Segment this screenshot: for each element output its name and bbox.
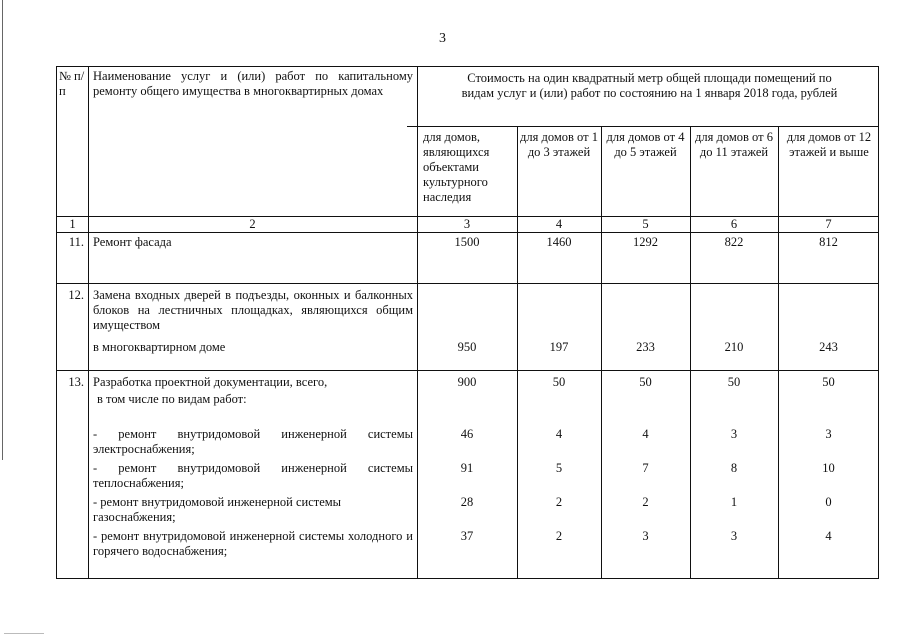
numbering-6: 6 [730, 217, 738, 231]
row-13-val-5: 50 [822, 375, 835, 389]
row-13-num: 13. [68, 375, 84, 389]
row-11-val-5: 812 [819, 235, 838, 249]
row-12-name-line1: Замена входных дверей в подъезды, оконных и балконных блоков на лестничных площадках, являющихся общим имуществом [93, 288, 413, 332]
subitem-heating-val-2: 5 [555, 461, 563, 475]
row-13-name: Разработка проектной документации, всего, [93, 375, 328, 389]
header-col-cost: Стоимость на один квадратный метр общей площади помещений по видам услуг и (или) работ по состоянию на 1 января 2018 года, рублей [461, 71, 838, 100]
numbering-3: 3 [463, 217, 471, 231]
row-12-val-2: 197 [549, 340, 569, 354]
row-13-val-3: 50 [639, 375, 652, 389]
row-11-bottom-line [57, 283, 879, 284]
numbering-2: 2 [249, 217, 256, 231]
numbering-7: 7 [825, 217, 832, 231]
header-divider [407, 126, 879, 127]
subitem-electricity-val-5: 3 [825, 427, 832, 441]
subitem-electricity-val-3: 4 [642, 427, 649, 441]
subitem-heating-val-4: 8 [730, 461, 738, 475]
scan-mark [4, 633, 44, 634]
row-13-name-sub: в том числе по видам работ: [97, 392, 247, 406]
subitem-water-val-2: 2 [555, 529, 563, 543]
subitem-gas-val-3: 2 [642, 495, 649, 509]
subitem-water-val-1: 37 [460, 529, 474, 543]
header-col-num: № п/п [59, 69, 85, 98]
row-11-num: 11. [68, 235, 84, 249]
row-13-val-4: 50 [727, 375, 741, 389]
subitem-electricity-val-1: 46 [460, 427, 474, 441]
numbering-5: 5 [642, 217, 649, 231]
numbering-4: 4 [555, 217, 563, 231]
subitem-heating-val-1: 91 [460, 461, 474, 475]
subitem-heating-val-3: 7 [642, 461, 649, 475]
subitem-electricity-name: - ремонт внутридомовой инженерной системы электроснабжения; [93, 427, 413, 456]
subitem-electricity-val-4: 3 [730, 427, 738, 441]
row-11-val-3: 1292 [633, 235, 658, 249]
subitem-gas-name: - ремонт внутридомовой инженерной системы газоснабжения; [93, 495, 342, 524]
subitem-water-val-4: 3 [730, 529, 738, 543]
row-11-val-1: 1500 [454, 235, 480, 249]
page-number: 3 [439, 31, 446, 46]
subitem-water-val-5: 4 [825, 529, 832, 543]
subitem-gas-val-4: 1 [730, 495, 738, 509]
numbering-bottom-line [57, 232, 879, 233]
subitem-gas-val-5: 0 [825, 495, 832, 509]
subcol-12-plus: для домов от 12 этажей и выше [786, 130, 872, 159]
subitem-electricity-val-2: 4 [555, 427, 563, 441]
col-divider-1 [88, 67, 89, 579]
subitem-gas-val-1: 28 [460, 495, 474, 509]
subitem-water-val-3: 3 [642, 529, 649, 543]
subitem-heating-val-5: 10 [822, 461, 835, 475]
row-12-val-1: 950 [457, 340, 477, 354]
scan-edge-line [2, 0, 3, 460]
subcol-heritage: для домов, являющихся объектами культурного наследия [423, 130, 490, 204]
row-12-val-3: 233 [636, 340, 655, 354]
subitem-heating-name: - ремонт внутридомовой инженерной системы теплоснабжения; [93, 461, 413, 490]
row-11-val-2: 1460 [546, 235, 572, 249]
cost-table [56, 66, 879, 579]
subcol-6-11: для домов от 6 до 11 этажей [695, 130, 773, 159]
subitem-water-name: - ремонт внутридомовой инженерной системы холодного и горячего водоснабжения; [93, 529, 413, 558]
subcol-1-3: для домов от 1 до 3 этажей [520, 130, 598, 159]
row-12-bottom-line [57, 370, 879, 371]
row-12-val-4: 210 [724, 340, 744, 354]
row-11-val-4: 822 [724, 235, 744, 249]
row-13-val-2: 50 [552, 375, 566, 389]
row-12-num: 12. [68, 288, 84, 302]
header-col-name: Наименование услуг и (или) работ по капитальному ремонту общего имущества в многоквартирных домах [93, 69, 413, 98]
row-11-name: Ремонт фасада [93, 235, 172, 249]
numbering-1: 1 [69, 217, 76, 231]
subitem-gas-val-2: 2 [555, 495, 563, 509]
row-12-name-line2: в многоквартирном доме [93, 340, 226, 354]
subcol-4-5: для домов от 4 до 5 этажей [606, 130, 685, 159]
row-12-val-5: 243 [819, 340, 838, 354]
row-13-val-1: 900 [457, 375, 477, 389]
